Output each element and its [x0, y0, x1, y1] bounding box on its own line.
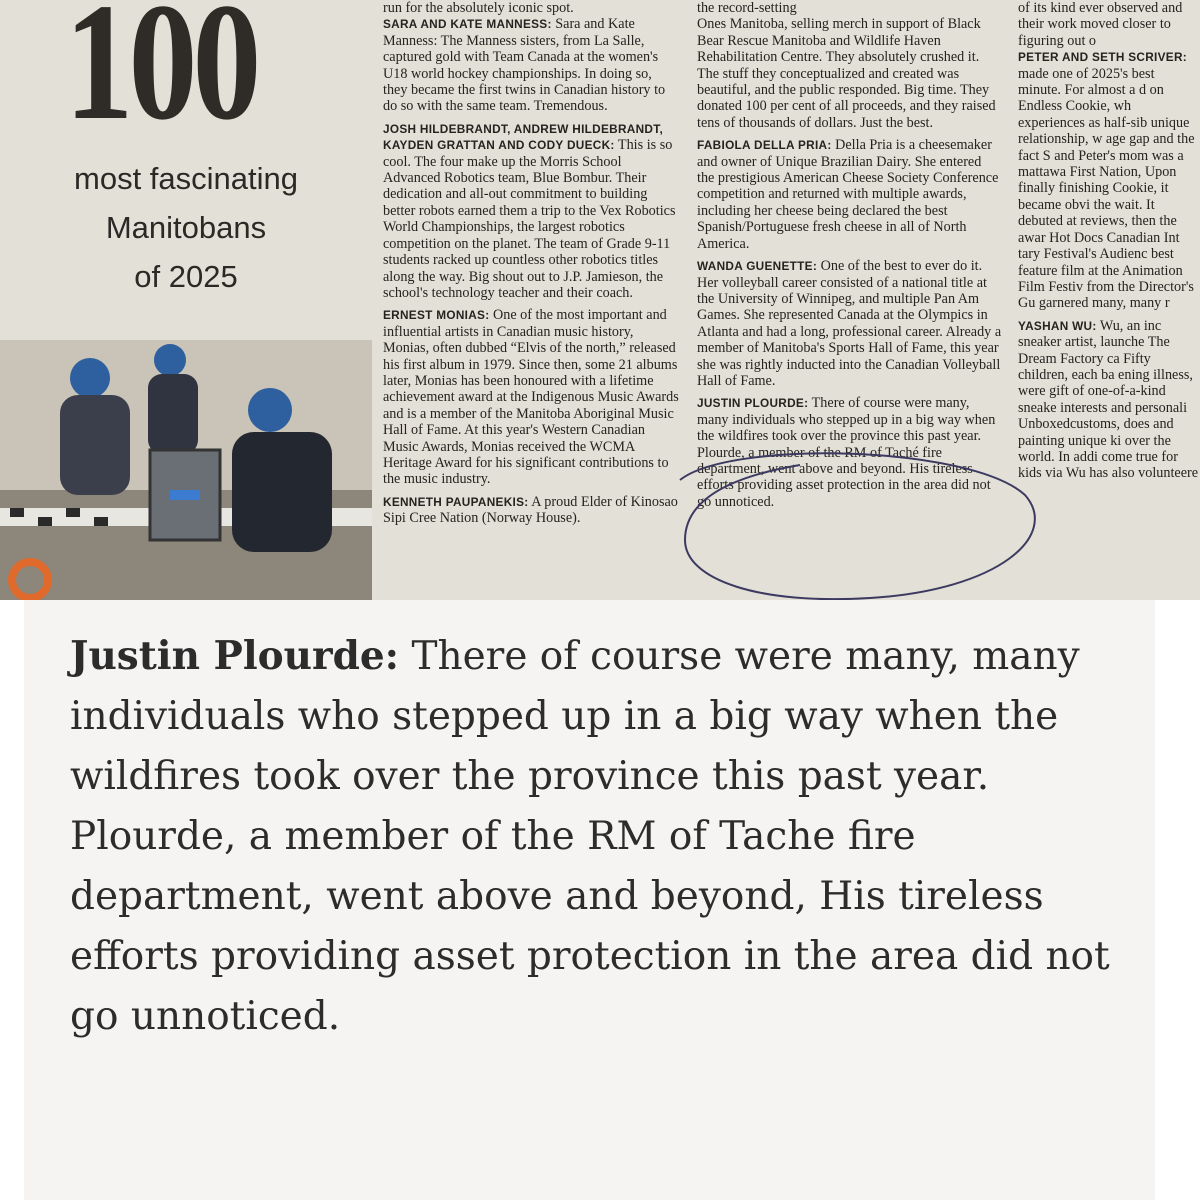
- headline-line-1: most fascinating: [74, 161, 298, 196]
- col3-top-line: of its kind ever observed and their work moved closer to figuring out o: [1018, 0, 1183, 49]
- headline-line-3: of 2025: [134, 259, 238, 294]
- entry-manness: [383, 16, 679, 114]
- entry-name: WANDA GUENETTE:: [697, 259, 818, 274]
- headline-number: 100: [64, 0, 257, 155]
- headline-subtitle: [0, 154, 372, 301]
- entry-name: JUSTIN PLOURDE:: [697, 396, 809, 411]
- entry-guenette: [697, 258, 1002, 389]
- entry-robotics-team: [383, 121, 679, 301]
- excerpt-section: [0, 600, 1200, 1200]
- entry-name: FABIOLA DELLA PRIA:: [697, 138, 832, 153]
- col1-top-line: run for the absolutely iconic spot.: [383, 0, 574, 16]
- entry-della-pria: [697, 137, 1002, 252]
- column-2: [697, 0, 1002, 600]
- col2-top-line: the record-setting: [697, 0, 797, 16]
- entry-name: YASHAN WU:: [1018, 318, 1097, 333]
- entry-body: made one of 2025's best minute. For almost a d on Endless Cookie, wh experiences as half-sib unique relationship, w age gap and the fact S and Peter's mom was a mattawa First Nation, Upon finally finishing Cookie, it became obvi the wait. It debuted at reviews, then the awar Hot Docs Canadian Int tary Festival's Audienc best feature film at the Animation Film Festiv from the Director's Gu garnered many, many r: [1018, 65, 1195, 312]
- entry-name: KENNETH PAUPANEKIS:: [383, 494, 529, 509]
- entry-body: One of the most important and influential artists in Canadian music history, Monias, often dubbed “Elvis of the north,” released his first album in 1979. Since then, some 21 albums later, Monias has been honoured with a lifetime achievement award at the Indigenous Music Awards and is a member of the Manitoba Aboriginal Music Hall of Fame. At this year's Western Canadian Music Awards, Monias received the WCMA Heritage Award for his significant contributions to the music industry.: [383, 307, 679, 488]
- entry-body: This is so cool. The four make up the Morris School Advanced Robotics team, Blue Bombur. Their dedication and all-out commitment to building better robots earned them a trip to the Vex Robotics World Championships, the largest robotics competition on the planet. The team of Grade 9-11 students racked up countless other robotics titles along the way. Big shout out to J.P. Jamieson, the school's technology teacher and their coach.: [383, 137, 676, 301]
- entry-body: Wu, an inc sneaker artist, launche The Dream Factory ca Fifty children, each ba ening illness, were gift of one-of-a-kind sneake interests and personali Unboxedcustoms, does and painting unique ki over the world. In addi come true for kids via Wu has also volunteere: [1018, 317, 1199, 482]
- entry-body: A proud Elder of Kinosao Sipi Cree Nation (Norway House).: [383, 493, 678, 527]
- entry-scriver: [1018, 49, 1200, 312]
- headline-block: [0, 0, 372, 340]
- excerpt-panel: [0, 600, 1155, 1200]
- entry-monias: [383, 307, 679, 487]
- robotics-team-photo: [0, 340, 372, 600]
- entry-body: Ones Manitoba, selling merch in support of Black Bear Rescue Manitoba and Wildlife Haven Rehabilitation Centre. They absolutely crushed it. The stuff they conceptualized and created was beautiful, and the public responded. Big time. They donated 100 per cent of all proceeds, and they raised tens of thousands of dollars. Just the best.: [697, 16, 996, 131]
- entry-paupanekis: [383, 494, 679, 527]
- entry-body: One of the best to ever do it. Her volleyball career consisted of a national title at the University of Winnipeg, and multiple Pan Am Games. She represented Canada at the Olympics in Atlanta and had a long, professional career. Already a member of Manitoba's Sports Hall of Fame, this year she was rightly inducted into the Canadian Volleyball Hall of Fame.: [697, 258, 1002, 389]
- entry-name: ERNEST MONIAS:: [383, 308, 490, 323]
- entry-wu: [1018, 318, 1200, 482]
- entry-lead: [697, 16, 1002, 131]
- entry-name: JOSH HILDEBRANDT, ANDREW HILDEBRANDT, KAYDEN GRATTAN AND CODY DUECK:: [383, 121, 664, 153]
- entry-body: Sara and Kate Manness: The Manness sisters, from La Salle, captured gold with Team Canada at the women's U18 world hockey championships. In doing so, they became the first twins in Canadian history to do so with the same team. Tremendous.: [383, 16, 666, 115]
- entry-body: Della Pria is a cheesemaker and owner of Unique Brazilian Dairy. She entered the prestigious American Cheese Society Conference competition and returned with multiple awards, including her cheese being declared the best Spanish/Portuguese fresh cheese in all of North America.: [697, 137, 999, 252]
- headline-line-2: Manitobans: [105, 210, 267, 245]
- entry-name: PETER AND SETH SCRIVER:: [1018, 50, 1188, 65]
- entry-name: SARA AND KATE MANNESS:: [383, 17, 552, 32]
- entry-plourde: [697, 395, 1002, 510]
- excerpt-quote: [70, 626, 1150, 1047]
- entry-body: There of course were many, many individuals who stepped up in a big way when the wildfires took over the province this past year. Plourde, a member of the RM of Taché fire department, went above and beyond. His tireless efforts providing asset protection in the area did not go unnoticed.: [697, 395, 996, 510]
- column-1: [383, 0, 679, 600]
- excerpt-body: There of course were many, many individuals who stepped up in a big way when the wildfires took over the province this past year. Plourde, a member of the RM of Tache fire department, went above and beyond, His tireless efforts providing asset protection in the area did not go unnoticed.: [70, 634, 1110, 1039]
- excerpt-name: Justin Plourde:: [70, 633, 400, 679]
- robotics-photo-illustration: [0, 340, 372, 600]
- column-3: [1018, 0, 1200, 600]
